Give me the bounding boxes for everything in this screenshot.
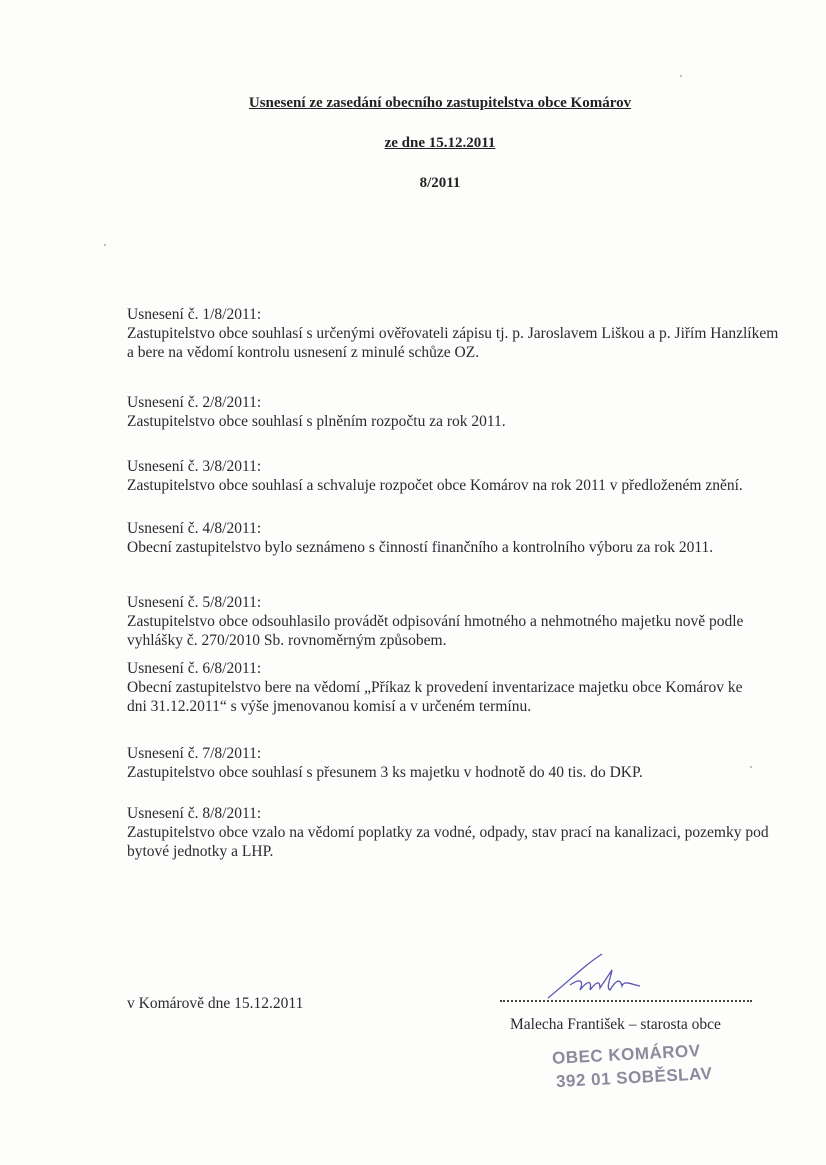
resolution-label: Usnesení č. 5/8/2011: [127, 594, 262, 611]
resolution-text: Zastupitelstvo obce souhlasí s přesunem 3 ks majetku v hodnotě do 40 tis. do DKP. [127, 764, 643, 781]
signature-line [500, 1000, 752, 1002]
resolution-4 [127, 519, 747, 557]
resolution-text: Obecní zastupitelstvo bylo seznámeno s činností finančního a kontrolního výboru za rok 2011. [127, 539, 714, 556]
resolution-label: Usnesení č. 3/8/2011: [127, 458, 262, 475]
resolution-6 [127, 659, 757, 716]
scan-speck [750, 766, 752, 768]
resolution-label: Usnesení č. 7/8/2011: [127, 745, 262, 762]
place-and-date: v Komárově dne 15.12.2011 [127, 995, 304, 1012]
document-date: ze dne 15.12.2011 [384, 135, 496, 151]
resolution-label: Usnesení č. 8/8/2011: [127, 805, 262, 822]
resolution-text: Zastupitelstvo obce odsouhlasilo provádět odpisování hmotného a nehmotného majetku nově podle vyhlášky č. 270/2010 Sb. rovnoměrným způsobem. [127, 613, 744, 649]
stamp-line-1: OBEC KOMÁROV [551, 1041, 701, 1068]
resolution-label: Usnesení č. 1/8/2011: [127, 306, 262, 323]
signature [540, 950, 670, 1005]
document-title: Usnesení ze zasedání obecního zastupitelstva obce Komárov [248, 95, 632, 111]
resolution-text: Zastupitelstvo obce souhlasí s plněním rozpočtu za rok 2011. [127, 413, 506, 430]
resolution-2 [127, 393, 787, 431]
stamp-line-2: 392 01 SOBĚSLAV [555, 1063, 713, 1092]
resolution-text: Zastupitelstvo obce souhlasí s určenými ověřovateli zápisu tj. p. Jaroslavem Liškou a p. Jiřím Hanzlíkem a bere na vědomí kontrolu usnesení z minulé schůze OZ. [127, 325, 779, 361]
resolution-label: Usnesení č. 4/8/2011: [127, 520, 262, 537]
resolution-label: Usnesení č. 6/8/2011: [127, 660, 262, 677]
resolution-5 [127, 593, 787, 650]
resolution-text: Obecní zastupitelstvo bere na vědomí „Příkaz k provedení inventarizace majetku obce Komárov ke dni 31.12.2011“ s výše jmenovanou komisí a v určeném termínu. [127, 679, 743, 715]
scan-speck [680, 75, 682, 77]
document-number: 8/2011 [419, 175, 461, 191]
resolution-8 [127, 804, 787, 861]
signatory-name: Malecha František – starosta obce [510, 1016, 721, 1033]
resolution-7 [127, 744, 787, 782]
resolution-1 [127, 305, 787, 362]
scan-speck [104, 244, 106, 246]
resolution-3 [127, 457, 787, 495]
resolution-label: Usnesení č. 2/8/2011: [127, 394, 262, 411]
resolution-text: Zastupitelstvo obce souhlasí a schvaluje rozpočet obce Komárov na rok 2011 v předloženém znění. [127, 477, 743, 494]
resolution-text: Zastupitelstvo obce vzalo na vědomí poplatky za vodné, odpady, stav prací na kanalizaci, pozemky pod bytové jednotky a LHP. [127, 824, 769, 860]
